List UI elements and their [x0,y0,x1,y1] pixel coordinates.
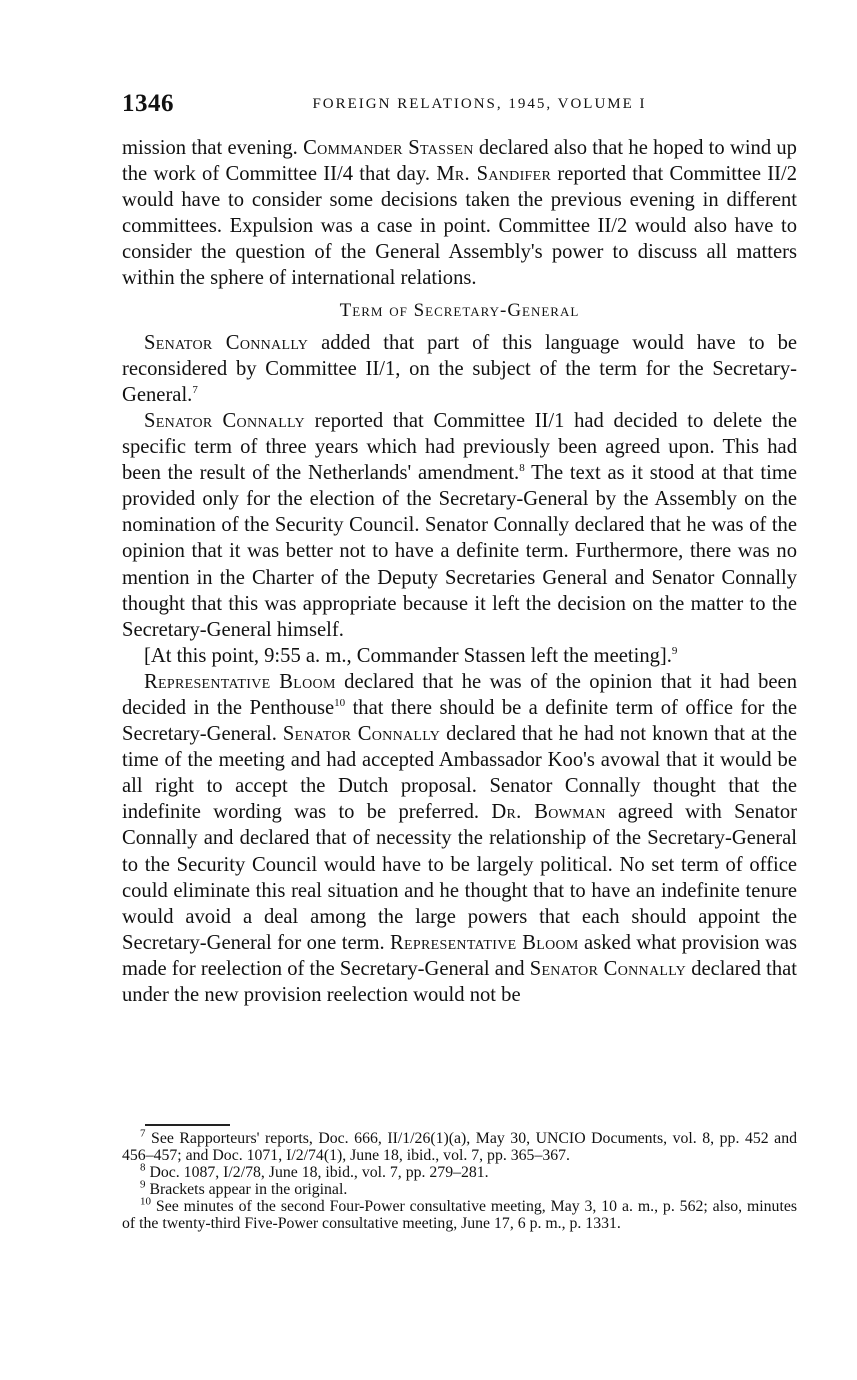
footnote-ref[interactable]: 9 [671,644,678,657]
speaker-name: Senator Connally [282,723,441,746]
footnote-ref[interactable]: 8 [519,462,525,475]
speaker-name: Senator Connally [144,409,305,432]
text-run: mission that evening. [122,137,304,159]
paragraph-continuation [122,135,797,292]
text-run: [At this point, 9:55 a. m., Commander Stassen left the meeting]. [144,644,672,667]
speaker-name: Senator Connally [529,957,687,980]
speaker-name: Mr. Sandifer [436,163,552,186]
footnote-number: 10 [140,1195,151,1208]
speaker-name: Representative Bloom [390,931,579,954]
footnote [122,1195,797,1233]
text-run: The text as it stood at that time provided only for the election of the Secretary-General by the Assembly on the nomination of the Security Council. Senator Connally declared that he was of the opinion that it was better not to have a definite term. Furthermore, there was no mention in the Charter of the Deputy Secretaries General and Senator Connally thought that this was appropriate because it left the decision on the matter to the Secretary-General himself. [122,462,797,641]
footnote-number: 7 [140,1127,146,1140]
paragraph [122,643,797,669]
footnote-ref[interactable]: 10 [334,697,346,710]
body-text [122,135,797,1008]
paragraph [122,408,797,643]
text-run: declared that he had not known that at the time of the meeting and had accepted Ambassador Koo's avowal that it would be all right to accept the Dutch proposal. Senator Connally thought that the indefinite wording was to be preferred. [122,723,798,824]
text-run: declared that he was of the opinion that it had been decided in the Penthouse [122,670,797,719]
footnote-ref[interactable]: 7 [192,383,198,396]
footnote-number: 8 [140,1161,146,1174]
speaker-name: Senator Connally [144,331,309,354]
text-run: declared that under the new provision reelection would not be [122,957,798,1006]
text-run: reported that Committee II/1 had decided to delete the specific term of three years which had previously been agreed upon. This had been the result of the Netherlands' amendment. [122,409,797,485]
footnote [122,1178,797,1199]
paragraph [122,669,797,1008]
section-heading: Term of Secretary-General [339,299,580,321]
speaker-name: Dr. Bowman [491,801,606,824]
footnote [122,1161,797,1182]
footnote-text: Doc. 1087, I/2/78, June 18, ibid., vol. 7, pp. 279–281. [149,1163,489,1181]
speaker-name: Commander Stassen [303,137,474,159]
page-header [122,90,797,120]
footnote [122,1127,797,1165]
running-head: FOREIGN RELATIONS, 1945, VOLUME I [312,96,647,112]
footnote-text: See Rapporteurs' reports, Doc. 666, II/1/26(1)(a), May 30, UNCIO Documents, vol. 8, pp. 452 and 456–457; and Doc. 1071, I/2/74(1), June 18, ibid., vol. 7, pp. 365–367. [122,1130,797,1164]
text-run: added that part of this language would have to be reconsidered by Committee II/1, on the subject of the term for the Secretary-General. [122,331,798,406]
text-run: declared also that he hoped to wind up the work of Committee II/4 that day. [122,137,797,186]
footnote-divider [145,1124,230,1126]
text-run: asked what provision was made for reelection of the Secretary-General and [122,931,797,980]
footnote-number: 9 [140,1178,146,1191]
footnotes [122,1127,797,1232]
speaker-name: Representative Bloom [144,670,336,693]
page-number: 1346 [122,90,174,117]
text-run: that there should be a definite term of office for the Secretary-General. [122,696,797,746]
footnote-text: See minutes of the second Four-Power consultative meeting, May 3, 10 a. m., p. 562; also, minutes of the twenty-third Five-Power consultative meeting, June 17, 6 p. m., p. 1331. [122,1197,797,1232]
footnote-text: Brackets appear in the original. [149,1180,348,1198]
paragraph [122,330,797,408]
text-run: reported that Committee II/2 would have to consider some decisions taken the previous evening in different committees. Expulsion was a case in point. Committee II/2 would also have to consider the question of the General Assembly's power to discuss all matters within the sphere of international relations. [122,163,797,290]
text-run: agreed with Senator Connally and declared that of necessity the relationship of the Secretary-General to the Security Council would have to be largely political. No set term of office could eliminate this real situation and he thought that to have an indefinite tenure would avoid a deal among the large powers that each should appoint the Secretary-General for one term. [122,801,797,954]
